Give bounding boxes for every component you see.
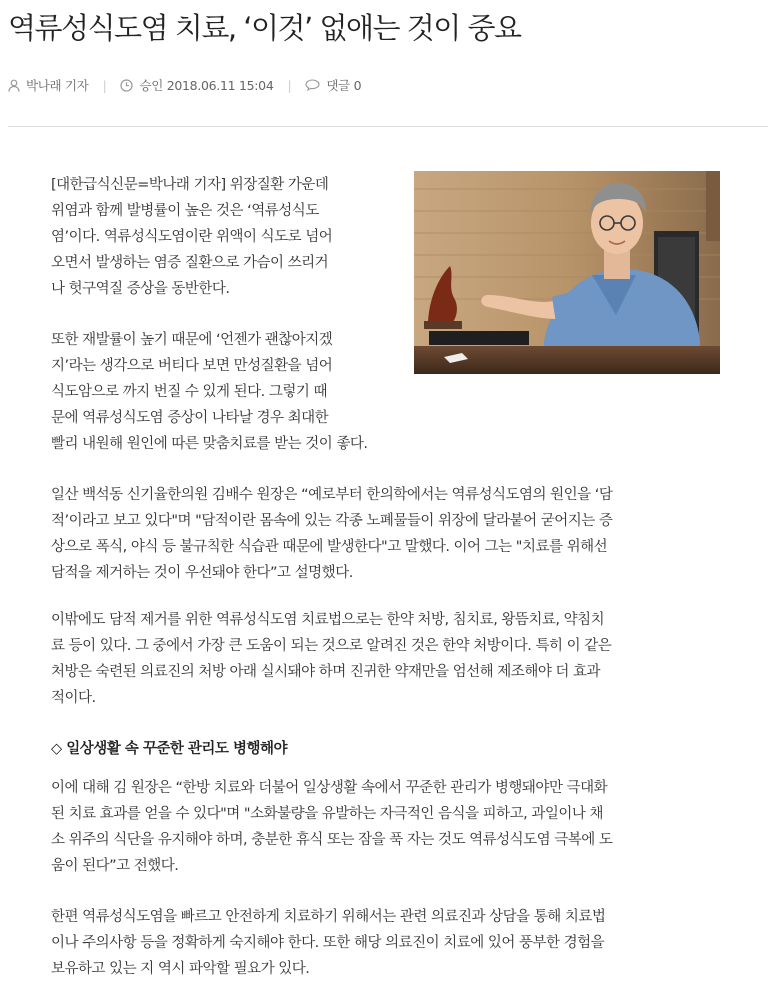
text-line: 소 위주의 식단을 유지해야 하며, 충분한 휴식 또는 잠을 푹 자는 것도 역류성식도염 극복에 도 [51,832,613,848]
text-line: 지’라는 생각으로 버티다 보면 만성질환을 넘어 [51,358,333,374]
text-line: 적’이라고 보고 있다"며 "담적이란 몸속에 있는 각종 노폐물들이 위장에 달라붙어 굳어지는 증 [51,513,613,529]
text-line: 한편 역류성식도염을 빠르고 안전하게 치료하기 위해서는 관련 의료진과 상담을 통해 치료법 [51,909,606,925]
text-line: 담적을 제거하는 것이 우선돼야 한다”고 설명했다. [51,565,353,581]
article-title: 역류성식도염 치료, ‘이것’ 없애는 것이 중요 [8,11,521,45]
author-info [8,76,89,94]
speech-bubble-icon [305,79,320,91]
article-meta [8,76,361,94]
text-line: 또한 재발률이 높기 때문에 ‘언젠가 괜찮아지겠 [51,332,333,348]
text-line: 식도암으로 까지 번질 수 있게 된다. 그렇기 때 [51,384,327,400]
header-divider [8,126,768,127]
lead-paragraph [51,172,332,302]
text-line: 된 치료 효과를 얻을 수 있다"며 "소화불량을 유발하는 자극적인 음식을 피하고, 과일이나 채 [51,806,604,822]
approved-date: 승인 2018.06.11 15:04 [139,78,274,93]
paragraph-6 [51,904,605,982]
text-line: 상으로 폭식, 야식 등 불규칙한 식습관 때문에 발생한다"고 말했다. 이어 그는 "치료를 위해선 [51,539,608,555]
meta-divider: | [102,77,107,93]
text-line: 문에 역류성식도염 증상이 나타날 경우 최대한 [51,410,329,426]
approved-info [120,76,273,94]
section-subheading: ◇ 일상생활 속 꾸준한 관리도 병행해야 [51,741,287,757]
paragraph-5 [51,775,612,879]
text-line: 보유하고 있는 지 역시 파악할 필요가 있다. [51,961,310,977]
text-line: 빨리 내원해 원인에 따른 맞춤치료를 받는 것이 좋다. [51,436,368,452]
paragraph-3 [51,482,612,586]
text-line: 이밖에도 담적 제거를 위한 역류성식도염 치료법으로는 한약 처방, 침치료, 왕뜸치료, 약침치 [51,612,605,628]
text-line: 처방은 숙련된 의료진의 처방 아래 실시돼야 하며 진귀한 약재만을 엄선해 제조해야 더 효과 [51,664,601,680]
author-name: 박나래 기자 [26,78,89,93]
meta-divider: | [287,77,292,93]
text-line: 이에 대해 김 원장은 “한방 치료와 더불어 일상생활 속에서 꾸준한 관리가 병행돼야만 극대화 [51,780,608,796]
text-line: 일산 백석동 신기율한의원 김배수 원장은 “예로부터 한의학에서는 역류성식도염의 원인을 ‘담 [51,487,613,503]
text-line: 나 헛구역질 증상을 동반한다. [51,281,230,297]
text-line: 움이 된다”고 전했다. [51,858,179,874]
comment-link[interactable] [305,76,361,94]
text-line: 적이다. [51,690,96,706]
text-line: 오면서 발생하는 염증 질환으로 가슴이 쓰리거 [51,255,329,271]
comment-count[interactable]: 댓글 0 [326,78,362,93]
article-photo [414,171,720,374]
paragraph-4 [51,607,611,711]
clock-icon [120,79,133,92]
text-line: 위염과 함께 발병률이 높은 것은 ‘역류성식도 [51,203,319,219]
text-line: [대한급식신문=박나래 기자] 위장질환 가운데 [51,177,329,193]
text-line: 이나 주의사항 등을 정확하게 숙지해야 한다. 또한 해당 의료진이 치료에 있어 풍부한 경험을 [51,935,605,951]
paragraph-2 [51,327,368,457]
user-icon [8,79,20,92]
text-line: 염’이다. 역류성식도염이란 위액이 식도로 넘어 [51,229,333,245]
text-line: 료 등이 있다. 그 중에서 가장 큰 도움이 되는 것으로 알려진 것은 한약 처방이다. 특히 이 같은 [51,638,612,654]
